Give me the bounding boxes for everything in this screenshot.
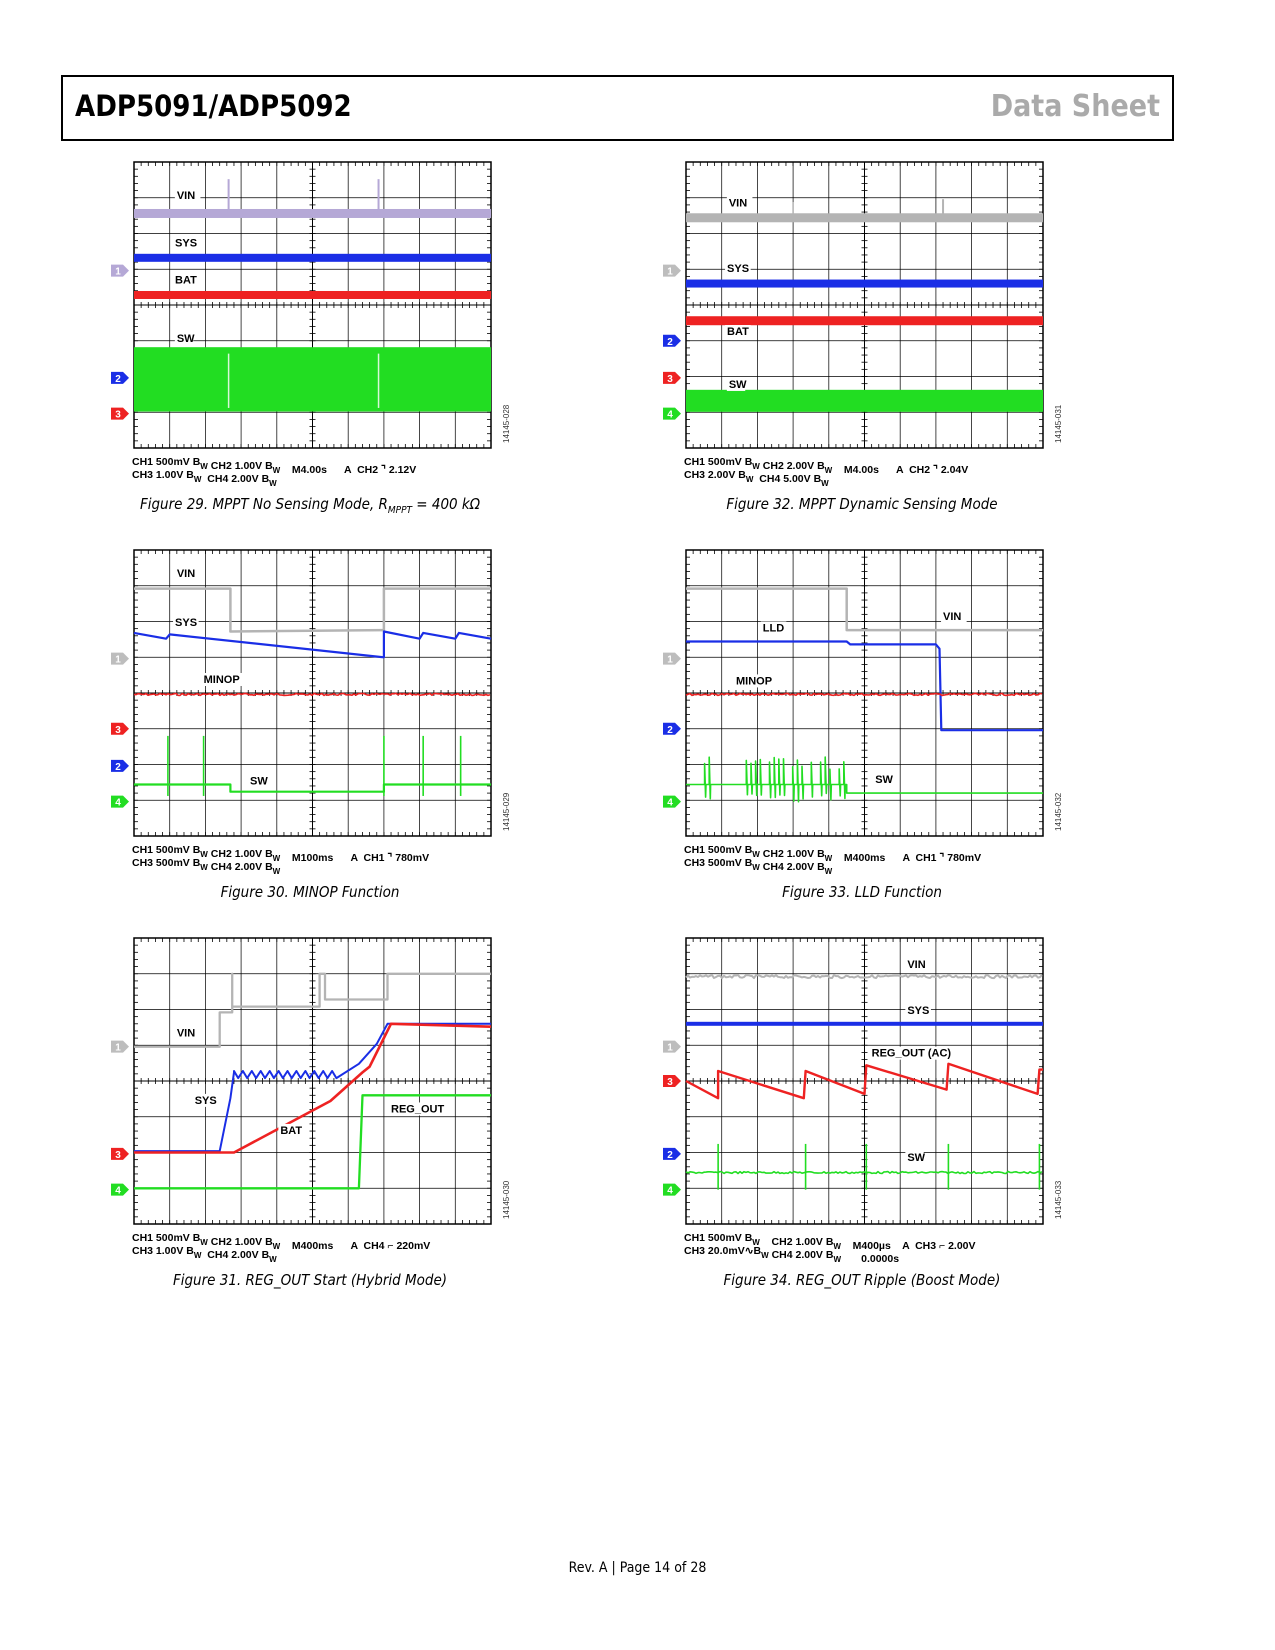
figure-code: 14145-029 [502, 792, 511, 831]
sw-label: SW [250, 775, 268, 788]
channel-3-marker [111, 408, 129, 421]
vin-label: VIN [176, 190, 196, 203]
svg-text:3: 3 [667, 1077, 673, 1088]
channel-1-marker [111, 653, 129, 666]
svg-text:3: 3 [667, 373, 673, 385]
sys-label: SYS [175, 616, 198, 629]
svg-text:1: 1 [115, 1042, 121, 1054]
figure-33-caption: Figure 33. LLD Function [782, 883, 942, 901]
svg-text:2: 2 [115, 761, 121, 773]
document-title: ADP5091/ADP5092 [75, 89, 352, 123]
figure-29-caption: Figure 29. MPPT No Sensing Mode, $R_{MPPT} = 400$ kΩ [139, 495, 481, 516]
vin-label: VIN [728, 197, 748, 210]
sw-label: SW [907, 1152, 926, 1165]
section-label: Data Sheet [990, 89, 1160, 124]
bat-trace [134, 291, 491, 299]
scope-readout-line-2: CH3 2.00V $B_W$ CH4 5.00V $B_W$ [684, 469, 829, 488]
svg-text:4: 4 [115, 797, 121, 809]
figure-code: 14145-028 [502, 404, 511, 443]
scope-readout-line-1: CH1 500mV $B_W$ CH2 2.00V $B_W$ M4.00s A CH2 ⌝ 2.04V [684, 456, 969, 476]
figure-code: 14145-030 [502, 1180, 511, 1219]
bat-trace [686, 316, 1043, 325]
lld-label: LLD [762, 622, 785, 635]
channel-1-marker [663, 1041, 681, 1054]
vin-label: VIN [176, 1027, 196, 1040]
channel-4-marker [111, 1184, 129, 1197]
sw-label: SW [728, 378, 747, 391]
figure-30-caption: Figure 30. MINOP Function [220, 883, 400, 901]
figure-34-caption: Figure 34. REG_OUT Ripple (Boost Mode) [723, 1271, 1001, 1289]
svg-text:4: 4 [667, 409, 673, 421]
channel-4-marker [663, 796, 681, 809]
figure-29-scope [110, 162, 520, 488]
svg-text:2: 2 [667, 724, 673, 736]
scope-graticule [134, 938, 491, 1224]
vin-label: VIN [943, 611, 962, 624]
channel-3-marker [111, 723, 129, 736]
scope-readout-line-1: CH1 500mV $B_W$ CH2 1.00V $B_W$ M400ms A CH4 ⌐ 220mV [132, 1232, 431, 1252]
sys-trace [686, 280, 1043, 288]
sw-trace [686, 390, 1043, 412]
channel-4-marker [111, 796, 129, 809]
page-header [61, 75, 1174, 141]
sw-trace [134, 347, 491, 411]
scope-readout-line-1: CH1 500mV $B_W$ CH2 1.00V $B_W$ M400µs A CH3 ⌐ 2.00V [684, 1232, 976, 1252]
svg-text:1: 1 [115, 654, 121, 666]
scope-readout-line-2: CH3 1.00V $B_W$ CH4 2.00V $B_W$ [132, 1245, 277, 1264]
regout-label: REG_OUT (AC) [871, 1047, 952, 1060]
svg-text:3: 3 [115, 1149, 121, 1161]
channel-2-marker [663, 723, 681, 736]
vin-trace [686, 213, 1043, 222]
channel-3-marker [663, 372, 681, 385]
channel-1-marker [111, 265, 129, 278]
vin-trace [134, 209, 491, 218]
bat-label: BAT [727, 326, 749, 339]
page-footer: Rev. A | Page 14 of 28 [568, 1560, 707, 1576]
channel-4-marker [663, 1184, 681, 1197]
scope-readout-line-2: CH3 $20.0mV∿B_W$ CH4 2.00V $B_W$ T0.0000s [684, 1245, 900, 1265]
figure-code: 14145-031 [1054, 404, 1063, 443]
scope-readout-line-1: CH1 500mV $B_W$ CH2 1.00V $B_W$ M100ms A CH1 ⌝ 780mV [132, 844, 430, 864]
channel-4-marker [663, 408, 681, 421]
svg-text:4: 4 [667, 797, 673, 809]
scope-readout-line-2: CH3 1.00V $B_W$ CH4 2.00V $B_W$ [132, 469, 277, 488]
figure-34-scope [662, 938, 1072, 1265]
bat-label: BAT [280, 1124, 303, 1137]
channel-1-marker [111, 1041, 129, 1054]
sw-label: SW [176, 333, 195, 346]
figure-code: 14145-033 [1054, 1180, 1063, 1219]
scope-readout-line-2: CH3 500mV $B_W$ CH4 2.00V $B_W$ [132, 857, 281, 876]
svg-text:4: 4 [115, 1185, 121, 1197]
channel-2-marker [663, 335, 681, 348]
channel-3-marker [663, 1075, 681, 1088]
channel-2-marker [111, 760, 129, 773]
vin-label: VIN [176, 568, 196, 581]
svg-text:3: 3 [115, 409, 121, 421]
sys-trace [686, 1022, 1043, 1026]
svg-text:2: 2 [667, 336, 673, 348]
svg-text:1: 1 [667, 266, 673, 278]
figure-32-scope [662, 162, 1072, 488]
sys-label: SYS [907, 1004, 930, 1017]
bat-label: BAT [175, 274, 197, 287]
channel-3-marker [111, 1148, 129, 1161]
scope-readout-line-1: CH1 500mV $B_W$ CH2 1.00V $B_W$ M400ms A CH1 ⌝ 780mV [684, 844, 982, 864]
minop-label: MINOP [203, 673, 240, 686]
svg-text:4: 4 [667, 1185, 673, 1197]
figure-32-caption: Figure 32. MPPT Dynamic Sensing Mode [726, 495, 998, 513]
figure-33-scope [662, 550, 1072, 876]
channel-1-marker [663, 653, 681, 666]
svg-text:2: 2 [667, 1149, 673, 1161]
figure-30-scope [110, 550, 520, 876]
svg-text:1: 1 [667, 1042, 673, 1054]
svg-text:1: 1 [667, 654, 673, 666]
sys-label: SYS [727, 263, 750, 276]
sys-trace [134, 254, 491, 262]
minop-label: MINOP [735, 675, 773, 688]
svg-text:1: 1 [115, 266, 121, 278]
regout-label: REG_OUT [391, 1103, 445, 1116]
channel-2-marker [111, 372, 129, 385]
channel-2-marker [663, 1148, 681, 1161]
sw-label: SW [875, 774, 893, 787]
scope-readout-line-1: CH1 500mV $B_W$ CH2 1.00V $B_W$ M4.00s A CH2 ⌝ 2.12V [132, 456, 417, 476]
vin-label: VIN [907, 959, 926, 972]
svg-text:2: 2 [115, 373, 121, 385]
sys-label: SYS [194, 1094, 217, 1107]
sys-label: SYS [175, 237, 198, 250]
figure-code: 14145-032 [1054, 792, 1063, 831]
svg-text:3: 3 [115, 724, 121, 736]
scope-readout-line-2: CH3 500mV $B_W$ CH4 2.00V $B_W$ [684, 857, 833, 876]
figure-31-scope [110, 938, 520, 1264]
channel-1-marker [663, 265, 681, 278]
figure-31-caption: Figure 31. REG_OUT Start (Hybrid Mode) [172, 1271, 448, 1289]
